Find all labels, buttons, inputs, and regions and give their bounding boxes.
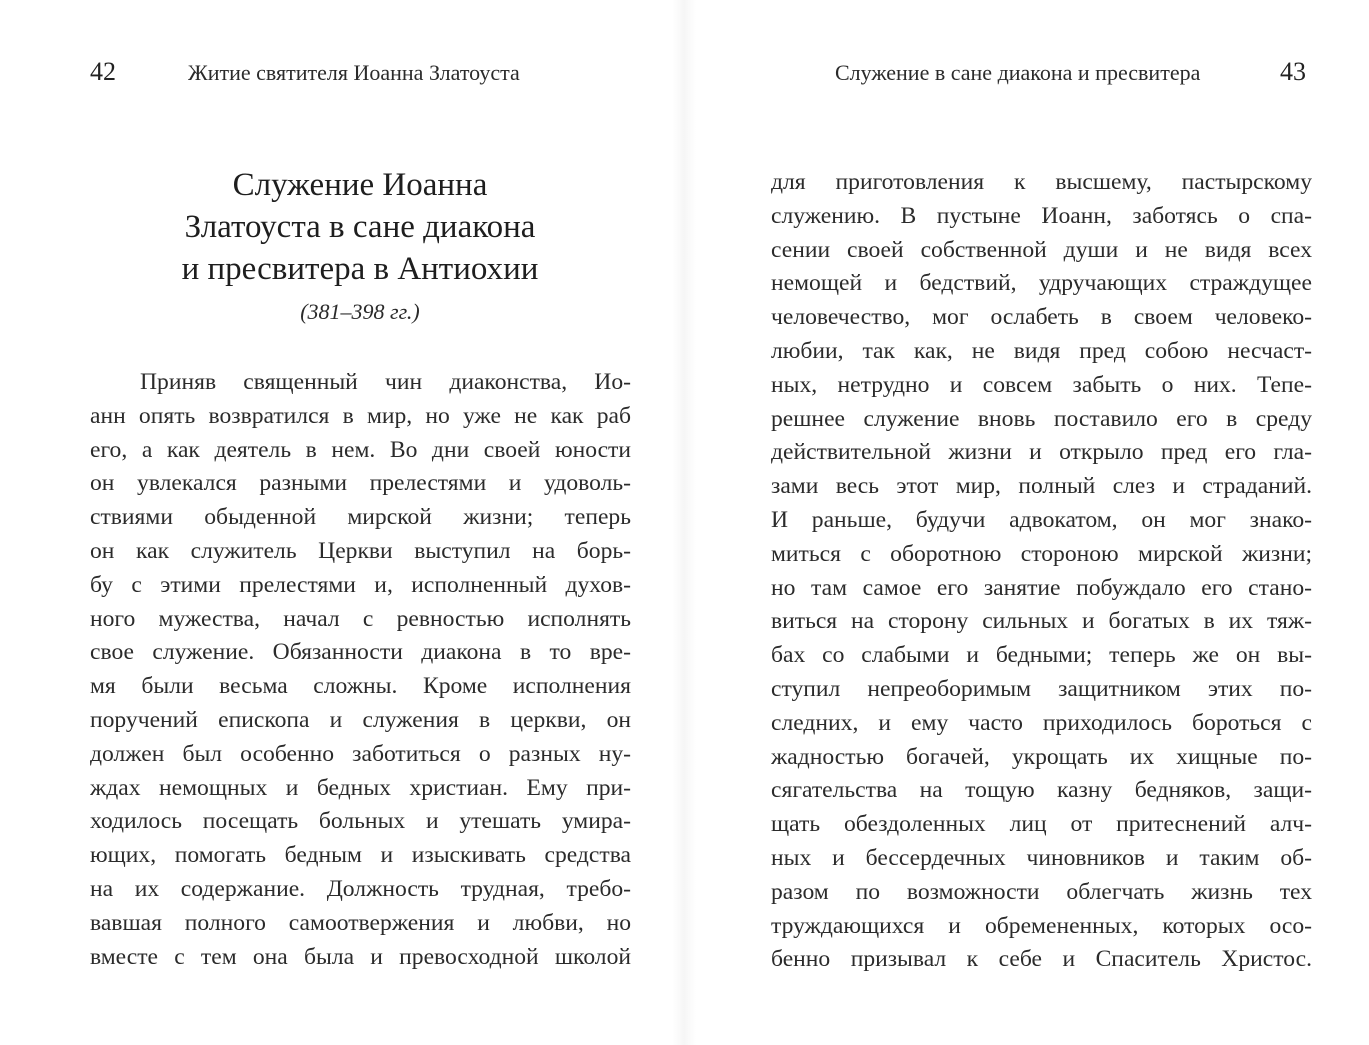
text-line: поручений епископа и служения в церкви, он (90, 706, 631, 733)
chapter-dates: (381–398 гг.) (300, 299, 420, 324)
chapter-title-line: и пресвитера в Антиохии (181, 251, 539, 287)
text-line: действительной жизни и открыло пред его гла- (771, 439, 1312, 466)
text-line: для приготовления к высшему, пастырскому (771, 169, 1312, 195)
text-line: но там самое его занятие побуждало его стано- (771, 574, 1312, 601)
text-line: любии, так как, не видя пред собою несчаст- (771, 337, 1312, 364)
text-line: разом по возможности облегчать жизнь тех (771, 878, 1312, 905)
text-line: мя были весьма сложны. Кроме исполнения (90, 673, 631, 700)
text-line: сении своей собственной души и не видя всех (771, 236, 1312, 263)
text-line: на их содержание. Должность трудная, требо- (90, 875, 631, 902)
text-line: решнее служение вновь поставило его в среду (771, 405, 1312, 432)
right-page (684, 0, 1369, 1045)
page-number-right: 43 (1280, 57, 1306, 86)
text-line: Приняв священный чин диаконства, Ио- (140, 369, 631, 395)
chapter-title-line: Златоуста в сане диакона (184, 209, 536, 245)
text-line: следних, и ему часто приходилось бороться с (771, 709, 1312, 736)
text-line: свое служение. Обязанности диакона в то вре- (90, 639, 631, 666)
text-line: ждах немощных и бедных христиан. Ему при- (90, 774, 631, 801)
text-line: его, а как деятель в нем. Во дни своей юности (90, 436, 631, 463)
chapter-title (90, 164, 630, 290)
running-head-left: Житие святителя Иоанна Златоуста (188, 60, 520, 85)
text-line: жадностью богачей, укрощать их хищные по- (771, 743, 1312, 770)
text-line: вместе с тем она была и превосходной школой (90, 943, 631, 970)
text-line: бах со слабыми и бедными; теперь же он вы- (771, 642, 1312, 669)
right-body-text (771, 166, 1312, 977)
text-line: служению. В пустыне Иоанн, заботясь о спа- (771, 202, 1312, 229)
text-line: ных и бессердечных чиновников и таким об- (771, 844, 1312, 871)
text-line: ходилось посещать больных и утешать умира- (90, 808, 631, 835)
text-line: он как служитель Церкви выступил на борь- (90, 537, 631, 564)
text-line: он увлекался разными прелестями и удоволь- (90, 470, 631, 497)
text-line: бу с этими прелестями и, исполненный духов- (90, 571, 631, 598)
text-line: ных, нетрудно и совсем забыть о них. Тепе- (771, 371, 1312, 398)
text-line: И раньше, будучи адвокатом, он мог знако- (771, 506, 1312, 533)
page-number-left: 42 (90, 57, 116, 86)
text-line: ного мужества, начал с ревностью исполнять (90, 605, 631, 632)
text-line: виться на сторону сильных и богатых в их тяж- (771, 608, 1312, 635)
text-line: сягательства на тощую казну бедняков, защи- (771, 777, 1312, 804)
text-line: должен был особенно заботиться о разных ну- (90, 740, 631, 767)
text-line: труждающихся и обремененных, которых осо- (771, 912, 1312, 939)
text-line: бенно призывал к себе и Спаситель Христос. (771, 946, 1312, 973)
text-line: ющих, помогать бедным и изыскивать средства (90, 842, 631, 869)
text-line: анн опять возвратился в мир, но уже не как раб (90, 402, 631, 429)
text-line: вавшая полного самоотвержения и любви, но (90, 909, 631, 936)
running-head-right: Служение в сане диакона и пресвитера (835, 60, 1201, 85)
text-line: зами весь этот мир, полный слез и страданий. (771, 473, 1312, 500)
text-line: щать обездоленных лиц от притеснений алч- (771, 811, 1312, 838)
text-line: человечество, мог ослабеть в своем человеко- (771, 304, 1312, 331)
text-line: ступил непреоборимым защитником этих по- (771, 675, 1312, 702)
text-line: миться с оборотною стороною мирской жизни; (771, 540, 1312, 567)
left-page (0, 0, 684, 1045)
left-body-text (90, 366, 631, 974)
text-line: ствиями обыденной мирской жизни; теперь (90, 504, 631, 531)
text-line: немощей и бедствий, удручающих страждущее (771, 270, 1312, 297)
chapter-title-line: Служение Иоанна (232, 167, 488, 203)
